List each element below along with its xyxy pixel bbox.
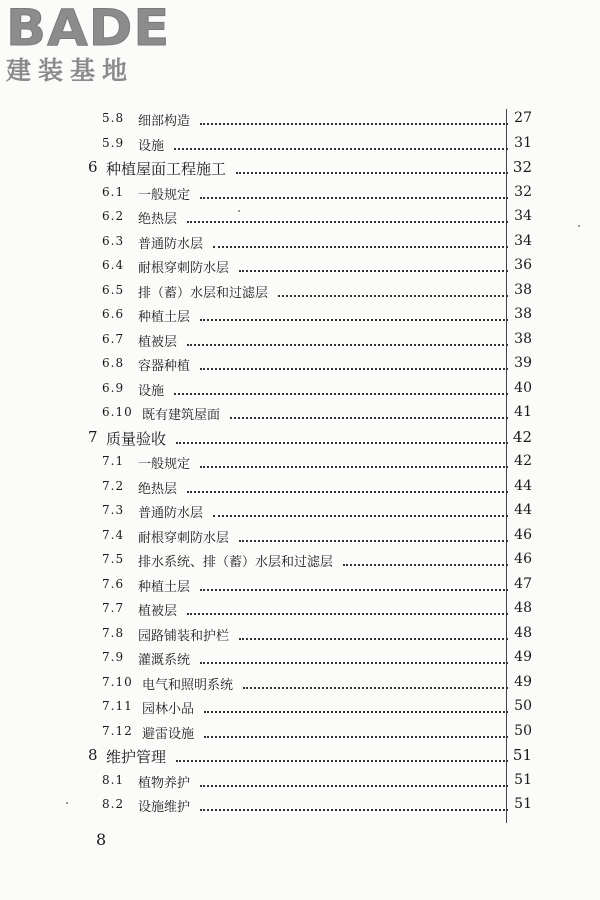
toc-chapter-row: [0, 746, 600, 771]
logo-wordmark: BADE: [6, 0, 171, 57]
toc-section-row: [0, 354, 600, 379]
toc-section-row: [0, 207, 600, 232]
toc-number: 8.1: [102, 772, 125, 787]
toc-section-row: [0, 648, 600, 673]
scan-speck: [238, 210, 240, 212]
toc-leader-dots: [239, 268, 508, 272]
toc-leader-dots: [174, 146, 508, 150]
toc-leader-dots: [239, 636, 508, 640]
toc-title: 种植屋面工程施工: [106, 160, 227, 178]
toc-number: 7.12: [102, 723, 133, 738]
toc-number: 6.8: [102, 356, 125, 370]
toc-title: 质量验收: [106, 429, 167, 448]
toc-leader-dots: [278, 293, 508, 297]
toc-title: 耐根穿刺防水层: [138, 530, 230, 546]
toc-section-row: [0, 550, 600, 575]
toc-leader-dots: [200, 783, 508, 787]
toc-leader-dots: [200, 587, 508, 591]
toc-title: 维护管理: [106, 748, 167, 766]
toc-title: 一般规定: [138, 457, 191, 472]
toc-section-row: [0, 477, 600, 502]
toc-leader-dots: [176, 440, 508, 444]
toc-page-number: 46: [514, 526, 532, 543]
toc-page-number: 38: [514, 281, 532, 298]
toc-page-number: 50: [514, 722, 532, 739]
toc-section-row: [0, 183, 600, 208]
toc-section-row: [0, 452, 600, 477]
toc-number: 5.8: [102, 111, 125, 125]
toc-section-row: [0, 722, 600, 747]
toc-title: 既有建筑屋面: [142, 408, 221, 423]
toc-page-number: 47: [514, 575, 532, 592]
toc-title: 园路铺装和护栏: [138, 628, 230, 644]
toc-page-number: 42: [512, 427, 532, 446]
toc-page-number: 31: [514, 134, 532, 151]
toc-title: 绝热层: [138, 212, 178, 227]
toc-leader-dots: [213, 513, 508, 517]
toc-number: 7.8: [102, 625, 125, 640]
toc-number: 7.3: [102, 503, 125, 517]
toc-section-row: [0, 575, 600, 600]
toc-page-number: 48: [514, 600, 532, 616]
toc-chapter-row: [0, 428, 600, 453]
toc-title: 绝热层: [138, 481, 178, 497]
toc-section-row: [0, 232, 600, 257]
toc-number: 6.7: [102, 331, 125, 346]
toc-title: 设施: [138, 383, 165, 399]
toc-leader-dots: [200, 366, 508, 370]
toc-leader-dots: [239, 538, 508, 542]
toc-number: 7.2: [102, 478, 125, 493]
toc-number: 7.1: [102, 454, 125, 468]
toc-page-number: 49: [514, 673, 532, 690]
scan-speck: [578, 225, 580, 227]
toc-title: 一般规定: [138, 187, 191, 203]
toc-title: 容器种植: [138, 359, 191, 374]
toc-title: 种植土层: [138, 310, 191, 325]
toc-leader-dots: [343, 562, 508, 566]
toc-section-row: [0, 771, 600, 796]
toc-section-row: [0, 379, 600, 404]
toc-number: 7.6: [102, 576, 125, 591]
toc-leader-dots: [174, 391, 508, 395]
toc-page-number: 39: [514, 355, 532, 371]
toc-section-row: [0, 501, 600, 526]
toc-number: 6.4: [102, 258, 125, 272]
toc-leader-dots: [204, 709, 508, 713]
toc-chapter-row: [0, 158, 600, 183]
toc-leader-dots: [204, 734, 508, 738]
toc-title: 灌溉系统: [138, 653, 191, 668]
toc-title: 设施维护: [138, 800, 191, 815]
toc-page-number: 42: [514, 453, 532, 469]
toc-section-row: [0, 795, 600, 820]
toc-leader-dots: [243, 685, 508, 689]
toc-leader-dots: [200, 807, 508, 811]
toc-number: 6.5: [102, 282, 125, 297]
toc-title: 植被层: [138, 604, 178, 619]
toc-number: 7.4: [102, 527, 125, 542]
toc-page-number: 46: [514, 551, 532, 567]
toc-title: 普通防水层: [138, 506, 204, 521]
toc-page-number: 34: [514, 208, 532, 224]
toc-title: 细部构造: [138, 114, 191, 129]
toc-page-number: 27: [514, 110, 532, 126]
toc-leader-dots: [236, 170, 508, 174]
toc-section-row: [0, 330, 600, 355]
toc-page-number: 50: [514, 698, 532, 714]
toc-number: 7.5: [102, 552, 125, 566]
toc-page-number: 38: [514, 306, 532, 322]
toc-number: 6.1: [102, 184, 125, 199]
toc-number: 7.7: [102, 601, 125, 615]
toc-leader-dots: [187, 342, 508, 346]
toc-section-row: [0, 134, 600, 159]
toc-section-row: [0, 624, 600, 649]
toc-section-row: [0, 673, 600, 698]
toc-number: 8.2: [102, 797, 125, 811]
toc-page-number: 51: [514, 771, 532, 788]
scan-speck: [66, 802, 68, 804]
toc-section-row: [0, 256, 600, 281]
toc-page-number: 40: [514, 379, 532, 396]
toc-number: 6: [88, 158, 99, 176]
toc-leader-dots: [187, 611, 508, 615]
toc-section-row: [0, 109, 600, 134]
toc-title: 植物养护: [138, 775, 191, 791]
toc-title: 设施: [138, 138, 165, 154]
toc-section-row: [0, 305, 600, 330]
page-number: 8: [96, 830, 107, 849]
toc-section-row: [0, 526, 600, 551]
toc-leader-dots: [200, 660, 508, 664]
toc-page-number: 32: [512, 158, 532, 176]
toc-number: 7: [88, 427, 99, 446]
toc-number: 6.6: [102, 307, 125, 321]
toc-page-number: 32: [514, 183, 532, 200]
toc-leader-dots: [200, 195, 508, 199]
toc-title: 电气和照明系统: [142, 677, 234, 693]
toc-number: 6.2: [102, 209, 125, 223]
toc-number: 6.9: [102, 380, 125, 395]
toc-leader-dots: [200, 317, 508, 321]
toc-number: 7.11: [102, 699, 133, 713]
toc-number: 5.9: [102, 135, 125, 150]
toc-leader-dots: [187, 489, 508, 493]
toc-page-number: 38: [514, 330, 532, 347]
toc-number: 7.10: [102, 674, 133, 689]
toc-number: 8: [88, 746, 99, 764]
toc-section-row: [0, 697, 600, 722]
toc-page-number: 44: [514, 477, 532, 494]
toc-section-row: [0, 281, 600, 306]
toc-page-number: 36: [514, 257, 532, 273]
toc-page-number: 49: [514, 649, 532, 665]
toc-number: 7.9: [102, 650, 125, 664]
toc-title: 耐根穿刺防水层: [138, 261, 230, 276]
toc-page-number: 51: [512, 746, 532, 764]
toc-page-number: 51: [514, 796, 532, 812]
toc-title: 种植土层: [138, 579, 191, 595]
toc-page-number: 48: [514, 624, 532, 641]
toc-title: 植被层: [138, 334, 178, 350]
toc-number: 6.3: [102, 233, 125, 248]
toc-title: 避雷设施: [142, 726, 195, 742]
logo-subtitle: 建装基地: [6, 56, 135, 85]
toc-leader-dots: [200, 464, 508, 468]
toc-leader-dots: [187, 219, 508, 223]
toc-title: 排水系统、排（蓄）水层和过滤层: [138, 555, 334, 570]
table-of-contents: [0, 109, 600, 820]
toc-page-number: 41: [514, 404, 532, 420]
toc-section-row: [0, 599, 600, 624]
toc-leader-dots: [213, 244, 508, 248]
toc-title: 排（蓄）水层和过滤层: [138, 285, 269, 301]
brand-logo: [6, 2, 186, 86]
toc-number: 6.10: [102, 405, 133, 419]
toc-leader-dots: [230, 415, 508, 419]
toc-section-row: [0, 403, 600, 428]
toc-title: 普通防水层: [138, 236, 204, 252]
toc-leader-dots: [200, 121, 508, 125]
toc-page-number: 34: [514, 232, 532, 249]
toc-page-number: 44: [514, 502, 532, 518]
toc-title: 园林小品: [142, 702, 195, 717]
toc-leader-dots: [176, 758, 508, 762]
